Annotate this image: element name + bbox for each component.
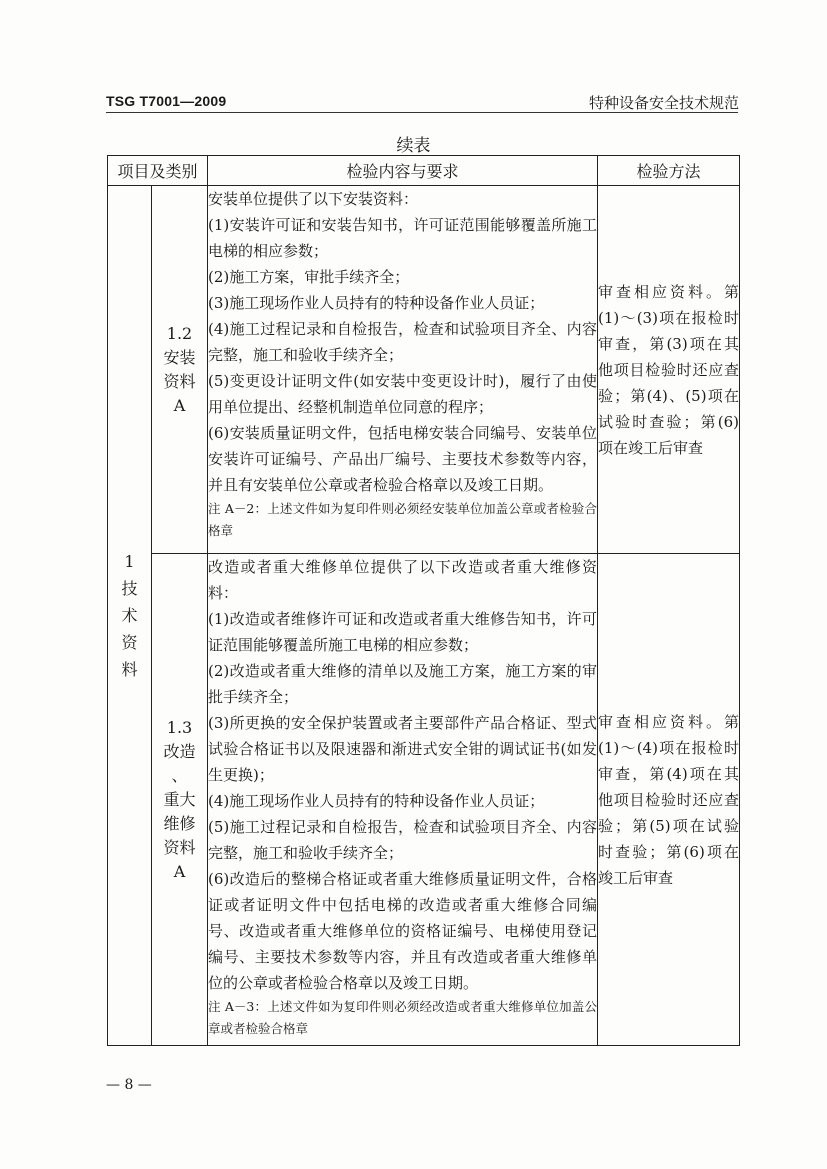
sub-item-text: 资料 (163, 837, 196, 857)
sub-item-text: 重大 (163, 789, 196, 809)
sub-item-text: 维修 (163, 813, 196, 833)
table-caption: 续表 (396, 136, 431, 156)
sub-item-text: 资料 (163, 371, 196, 391)
requirement-item: (5)变更设计证明文件(如安装中变更设计时)，履行了由使用单位提出、经整机制造单位同意的程序； (208, 372, 598, 416)
sub-item-text: A (173, 861, 186, 881)
requirement-item: (4)施工过程记录和自检报告，检查和试验项目齐全、内容完整，施工和验收手续齐全； (208, 320, 598, 364)
table-row (108, 186, 740, 554)
table-header-row (108, 156, 740, 186)
requirement-item: (3)所更换的安全保护装置或者主要部件产品合格证、型式试验合格证书以及限速器和渐进式安全钳的调试证书(如发生更换)； (208, 714, 598, 784)
requirement-intro: 安装单位提供了以下安装资料： (208, 190, 419, 208)
inspection-table (107, 155, 740, 1046)
category-char: 资 (121, 633, 138, 652)
requirement-item: (6)安装质量证明文件，包括电梯安装合同编号、安装单位安装许可证编号、产品出厂编号、主要技术参数等内容，并且有安装单位公章或者检验合格章以及竣工日期。 (208, 424, 598, 494)
sub-item-text: 安装 (163, 347, 196, 367)
category-number: 1 (124, 552, 135, 571)
requirements-cell (208, 554, 598, 1046)
requirement-note: 注 A－3：上述文件如为复印件则必须经改造或者重大维修单位加盖公章或者检验合格章 (208, 999, 598, 1036)
column-header-method: 检验方法 (598, 156, 740, 186)
category-cell (108, 186, 152, 1046)
requirement-item: (1)安装许可证和安装告知书，许可证范围能够覆盖所施工电梯的相应参数； (208, 216, 598, 260)
requirement-item: (3)施工现场作业人员持有的特种设备作业人员证； (208, 294, 545, 312)
method-cell: 审查相应资料。第(1)～(4)项在报检时审查，第(4)项在其他项目检验时还应查验；第(5)项在试验时查验；第(6)项在竣工后审查 (598, 554, 740, 1046)
page-number: — 8 — (106, 1077, 152, 1093)
category-char: 料 (121, 660, 138, 679)
requirement-item: (5)施工过程记录和自检报告，检查和试验项目齐全、内容完整，施工和验收手续齐全； (208, 818, 598, 862)
sub-item-number: 1.3 (166, 717, 193, 737)
requirement-item: (1)改造或者维修许可证和改造或者重大维修告知书，许可证范围能够覆盖所施工电梯的相应参数； (208, 610, 598, 654)
table-row (108, 554, 740, 1046)
requirement-item: (2)改造或者重大维修的清单以及施工方案，施工方案的审批手续齐全； (208, 662, 598, 706)
category-char: 技 (121, 579, 138, 598)
requirement-item: (4)施工现场作业人员持有的特种设备作业人员证； (208, 792, 545, 810)
requirement-item: (6)改造后的整梯合格证或者重大维修质量证明文件，合格证或者证明文件中包括电梯的改造或者重大维修合同编号、改造或者重大维修单位的资格证编号、电梯使用登记编号、主要技术参数等内容，并且有改造或者重大维修单位的公章或者检验合格章以及竣工日期。 (208, 870, 598, 992)
header-divider (106, 112, 738, 113)
requirements-cell (208, 186, 598, 554)
column-header-content: 检验内容与要求 (208, 156, 598, 186)
requirement-item: (2)施工方案，审批手续齐全； (208, 268, 410, 286)
requirement-intro: 改造或者重大维修单位提供了以下改造或者重大维修资料： (208, 558, 598, 602)
sub-item-text: A (173, 395, 186, 415)
sub-item-text: 、 (171, 765, 188, 785)
sub-item-cell (152, 186, 208, 554)
sub-item-text: 改造 (163, 741, 196, 761)
method-cell: 审查相应资料。第(1)～(3)项在报检时审查，第(3)项在其他项目检验时还应查验；第(4)、(5)项在试验时查验；第(6)项在竣工后审查 (598, 186, 740, 554)
standard-code: TSG T7001—2009 (106, 93, 227, 109)
document-title: 特种设备安全技术规范 (588, 94, 739, 112)
category-char: 术 (121, 606, 138, 625)
requirement-note: 注 A－2：上述文件如为复印件则必须经安装单位加盖公章或者检验合格章 (208, 501, 598, 538)
sub-item-cell (152, 554, 208, 1046)
column-header-category: 项目及类别 (108, 156, 208, 186)
sub-item-number: 1.2 (166, 323, 193, 343)
